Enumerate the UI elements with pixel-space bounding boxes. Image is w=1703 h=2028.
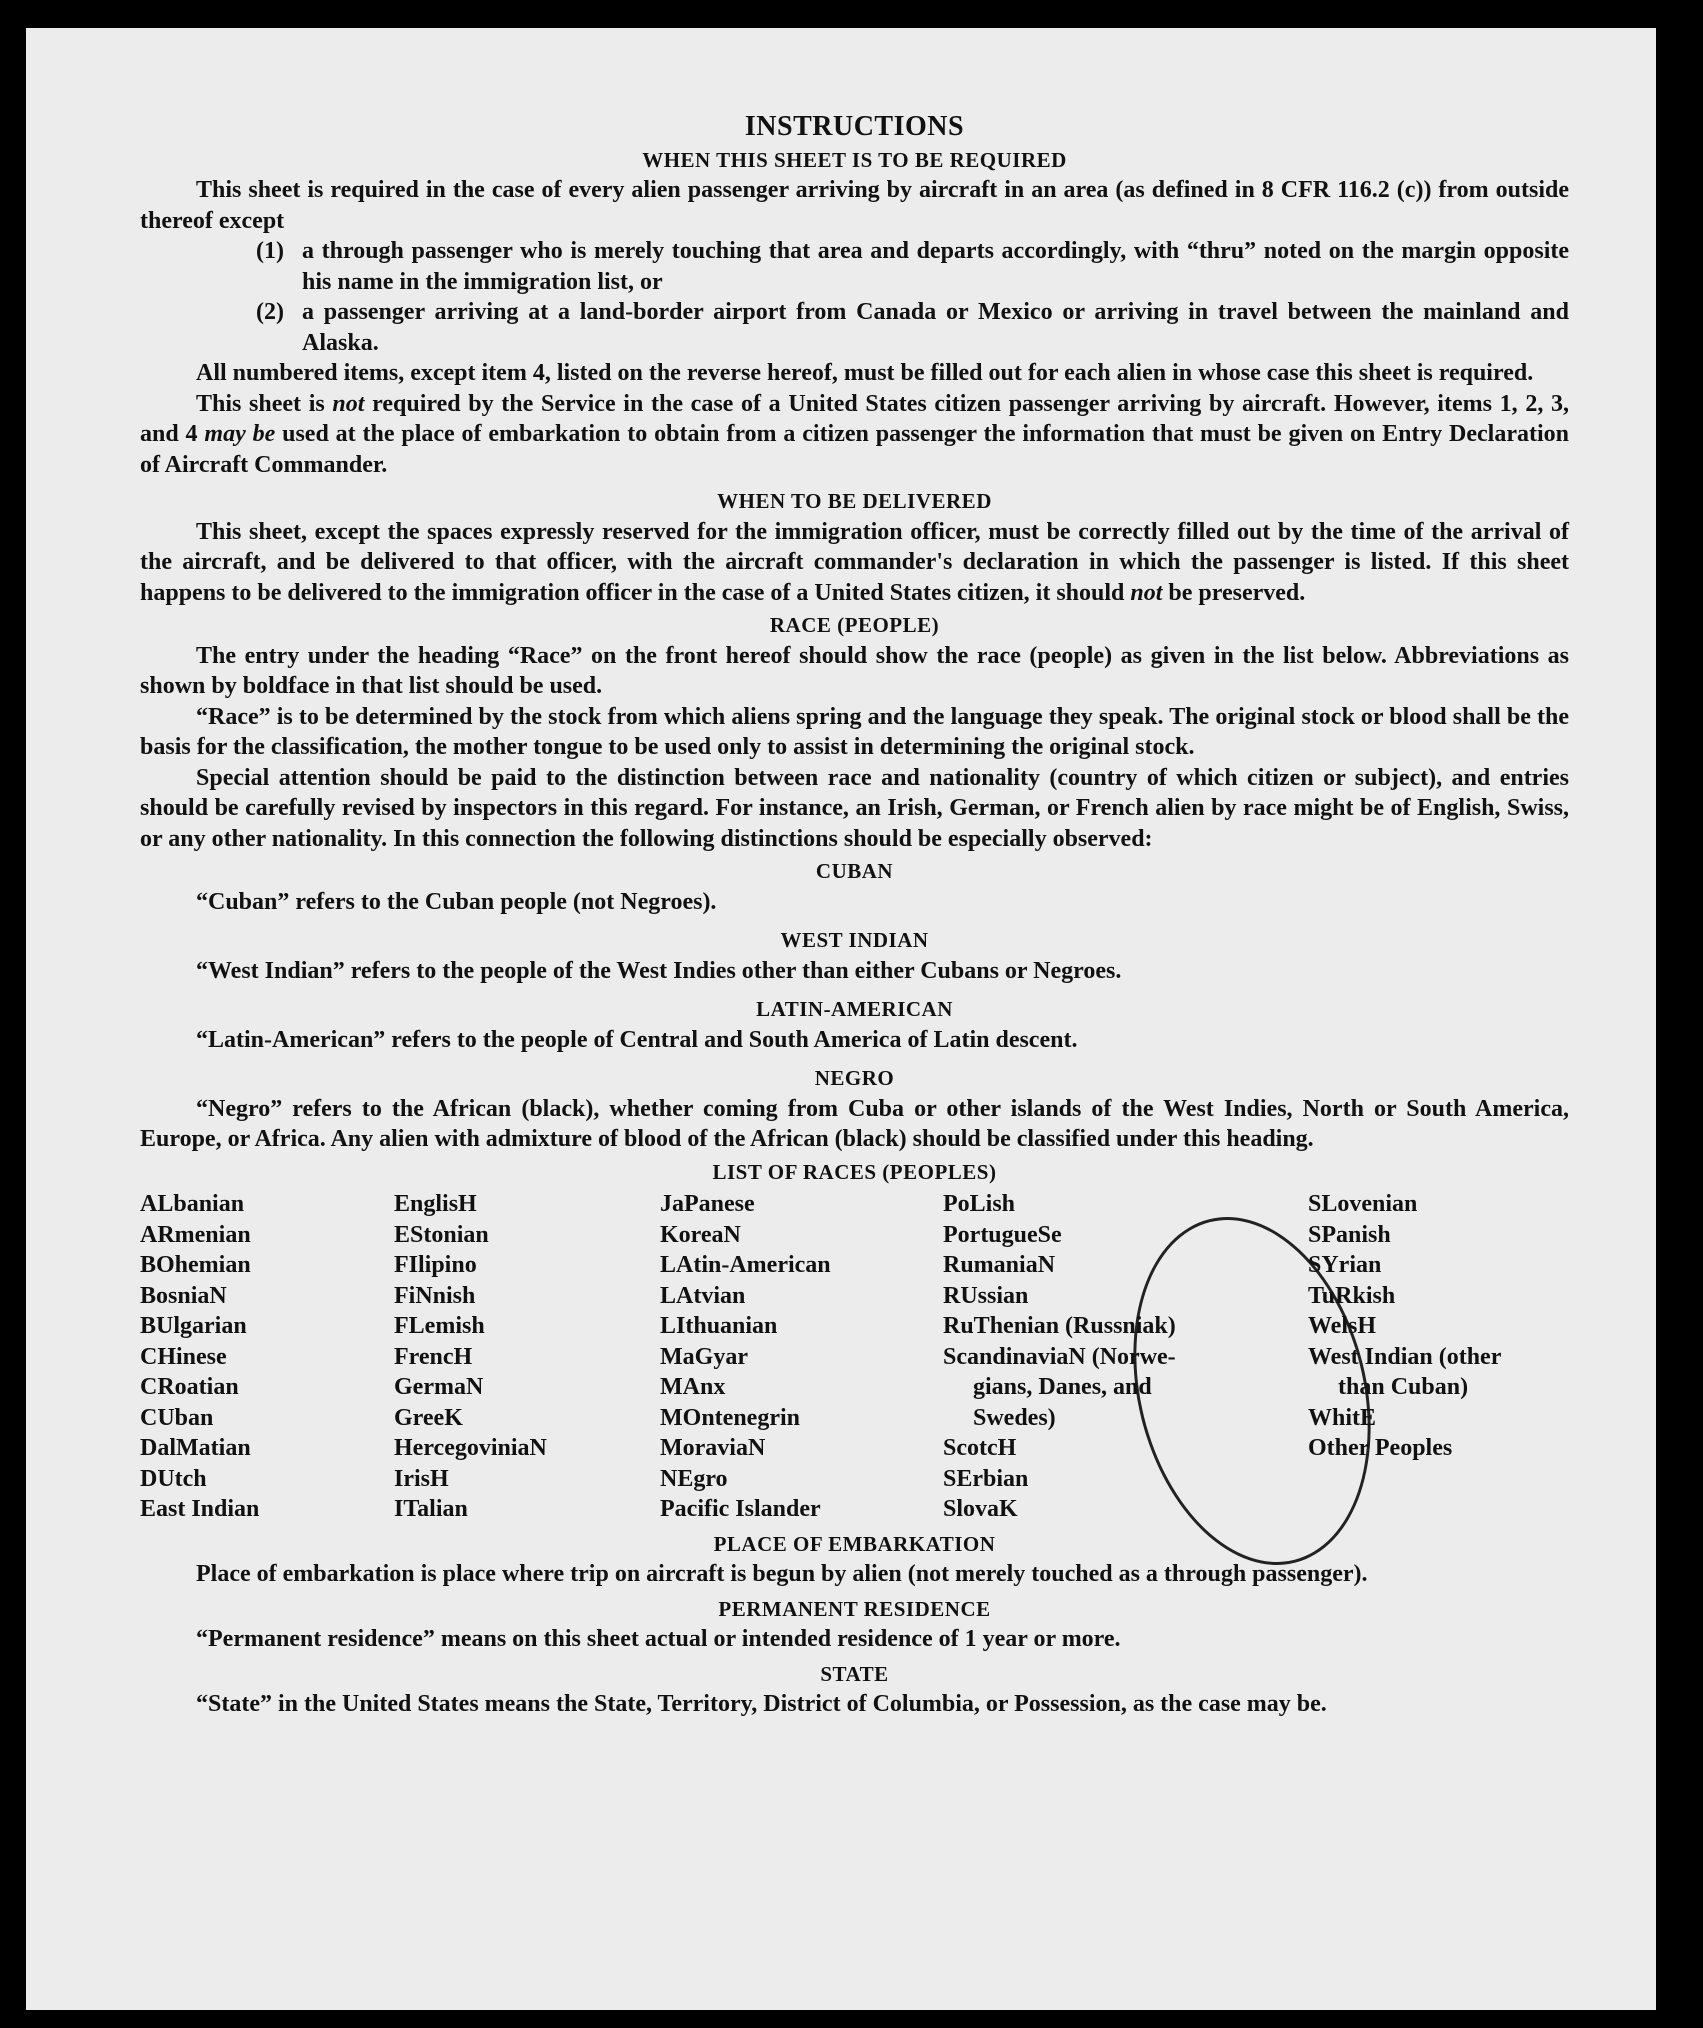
- race-entry: CHinese: [140, 1343, 227, 1370]
- heading-negro: NEGRO: [814, 1066, 895, 1090]
- race-entry: NEgro: [660, 1465, 728, 1492]
- heading-permanent-residence: PERMANENT RESIDENCE: [718, 1596, 991, 1621]
- race-entry: ITalian: [394, 1496, 468, 1522]
- race-entry: FLemish: [394, 1313, 485, 1339]
- heading-when-required: WHEN THIS SHEET IS TO BE REQUIRED: [642, 147, 1067, 172]
- instructions-body: [140, 102, 1569, 1720]
- heading-embarkation: PLACE OF EMBARKATION: [713, 1531, 996, 1556]
- numbered-items-paragraph: All numbered items, except item 4, listed on the reverse hereof, must be filled out for each alien in whose case this sheet is required.: [196, 360, 1534, 386]
- embarkation-definition: Place of embarkation is place where trip on aircraft is begun by alien (not merely touched as a through passenger).: [196, 1561, 1368, 1587]
- race-entry: BUlgarian: [140, 1313, 247, 1339]
- race-entry: LAtvian: [660, 1282, 746, 1309]
- heading-latin-american: LATIN-AMERICAN: [756, 997, 953, 1021]
- race-entry: PortugueSe: [943, 1221, 1062, 1248]
- heading-west-indian: WEST INDIAN: [780, 928, 929, 952]
- race-entry: FiNnish: [394, 1282, 476, 1309]
- heading-list-of-races: LIST OF RACES (PEOPLES): [712, 1159, 997, 1184]
- latin-american-definition: “Latin-American” refers to the people of Central and South America of Latin descent.: [196, 1026, 1078, 1053]
- race-entry: Pacific Islander: [660, 1496, 821, 1522]
- exception-text: a through passenger who is merely touching that area and departs accordingly, with “thru” noted on the margin opposite his name in the immigration list, or: [302, 238, 1569, 295]
- race-entry: PoLish: [943, 1191, 1016, 1217]
- race-entry: CRoatian: [140, 1374, 239, 1400]
- race-entry: HercegoviniaN: [394, 1435, 547, 1461]
- residence-definition: “Permanent residence” means on this sheet actual or intended residence of 1 year or more.: [196, 1626, 1121, 1652]
- delivery-paragraph: This sheet, except the spaces expressly reserved for the immigration officer, must be correctly filled out by the time of the arrival of the aircraft, and be delivered to that officer, with the aircraft commander's declaration in which the passenger is listed. If this sheet happens to be delivered to the immigration officer in the case of a United States citizen, it should not be preserved.: [140, 518, 1569, 606]
- race-entry: EnglisH: [394, 1191, 477, 1217]
- race-entry: KoreaN: [660, 1221, 741, 1248]
- race-entry: MOntenegrin: [660, 1404, 800, 1431]
- race-entry: RUssian: [943, 1282, 1029, 1309]
- exception-item: [140, 297, 1569, 358]
- race-column-2: [394, 1189, 660, 1525]
- race-entry: JaPanese: [660, 1191, 755, 1217]
- exception-item: [140, 236, 1569, 297]
- race-entry: MAnx: [660, 1374, 726, 1400]
- race-entry: RuThenian (Russniak): [943, 1313, 1176, 1339]
- race-entry: Other Peoples: [1308, 1435, 1453, 1461]
- race-entry: DalMatian: [140, 1435, 251, 1461]
- race-paragraph: “Race” is to be determined by the stock from which aliens spring and the language they speak. The original stock or blood shall be the basis for the classification, the mother tongue to be used only to assist in determining the original stock.: [140, 703, 1569, 760]
- race-entry: ScandinaviaN (Norwe-: [943, 1343, 1176, 1370]
- race-entry: SlovaK: [943, 1496, 1018, 1522]
- heading-race: RACE (PEOPLE): [769, 613, 940, 637]
- race-entry: IrisH: [394, 1465, 449, 1492]
- race-entry: EStonian: [394, 1221, 489, 1248]
- race-entry: SYrian: [1308, 1252, 1382, 1278]
- race-column-5: [1308, 1189, 1569, 1525]
- race-entry: SLovenian: [1308, 1191, 1418, 1217]
- race-entry: GreeK: [394, 1404, 463, 1431]
- race-list-table: [140, 1189, 1569, 1525]
- citizen-paragraph: This sheet is not required by the Service in the case of a United States citizen passenger arriving by aircraft. However, items 1, 2, 3, and 4 may be used at the place of embarkation to obtain from a citizen passenger the information that must be given on Entry Declaration of Aircraft Commander.: [140, 390, 1570, 478]
- negro-definition: “Negro” refers to the African (black), whether coming from Cuba or other islands of the West Indies, North or South America, Europe, or Africa. Any alien with admixture of blood of the African (black) should be classified under this heading.: [140, 1095, 1569, 1152]
- race-entry: ScotcH: [943, 1435, 1017, 1461]
- race-entry: TuRkish: [1308, 1282, 1396, 1309]
- race-entry: ALbanian: [140, 1191, 245, 1217]
- race-entry: RumaniaN: [943, 1252, 1056, 1278]
- race-entry: West Indian (other: [1308, 1343, 1502, 1370]
- cuban-definition: “Cuban” refers to the Cuban people (not Negroes).: [196, 888, 717, 915]
- page-title: INSTRUCTIONS: [744, 111, 965, 142]
- race-column-1: [140, 1189, 394, 1525]
- race-entry: LIthuanian: [660, 1313, 778, 1339]
- heading-state: STATE: [820, 1661, 889, 1686]
- race-entry: ARmenian: [140, 1221, 251, 1248]
- race-entry: WhitE: [1308, 1404, 1377, 1431]
- heading-when-delivered: WHEN TO BE DELIVERED: [717, 489, 992, 513]
- race-entry: SErbian: [943, 1465, 1029, 1492]
- race-entry: gians, Danes, and: [973, 1374, 1152, 1400]
- exception-number: (2): [256, 299, 284, 325]
- race-entry: WelsH: [1308, 1313, 1377, 1339]
- race-entry: than Cuban): [1338, 1374, 1469, 1400]
- race-entry: SPanish: [1308, 1221, 1391, 1248]
- race-paragraph: The entry under the heading “Race” on the front hereof should show the race (people) as given in the list below. Abbreviations as shown by boldface in that list should be used.: [140, 642, 1569, 699]
- exception-text: a passenger arriving at a land-border airport from Canada or Mexico or arriving in travel between the mainland and Alaska.: [302, 299, 1569, 356]
- race-paragraph: Special attention should be paid to the distinction between race and nationality (country of which citizen or subject), and entries should be carefully revised by inspectors in this regard. For instance, an Irish, German, or French alien by race might be of English, Swiss, or any other nationality. In this connection the following distinctions should be especially observed:: [140, 764, 1569, 852]
- race-column-3: [660, 1189, 943, 1525]
- west-indian-definition: “West Indian” refers to the people of the West Indies other than either Cubans or Negroes.: [196, 957, 1122, 984]
- race-entry: Swedes): [973, 1404, 1056, 1431]
- race-entry: BosniaN: [140, 1282, 227, 1309]
- race-entry: LAtin-American: [660, 1252, 831, 1278]
- race-entry: MoraviaN: [660, 1435, 766, 1461]
- when-required-intro: This sheet is required in the case of every alien passenger arriving by aircraft in an area (as defined in 8 CFR 116.2 (c)) from outside thereof except: [140, 177, 1569, 234]
- race-entry: CUban: [140, 1404, 214, 1431]
- race-entry: BOhemian: [140, 1252, 251, 1278]
- race-entry: GermaN: [394, 1374, 484, 1400]
- heading-cuban: CUBAN: [815, 859, 894, 883]
- race-entry: FIlipino: [394, 1252, 477, 1278]
- state-definition: “State” in the United States means the State, Territory, District of Columbia, or Possession, as the case may be.: [196, 1691, 1327, 1717]
- race-column-4: [943, 1189, 1308, 1525]
- race-entry: East Indian: [140, 1496, 260, 1522]
- race-entry: MaGyar: [660, 1343, 748, 1370]
- race-entry: DUtch: [140, 1465, 207, 1492]
- exception-number: (1): [256, 238, 284, 264]
- race-entry: FrencH: [394, 1343, 473, 1370]
- document-sheet: [26, 28, 1656, 2010]
